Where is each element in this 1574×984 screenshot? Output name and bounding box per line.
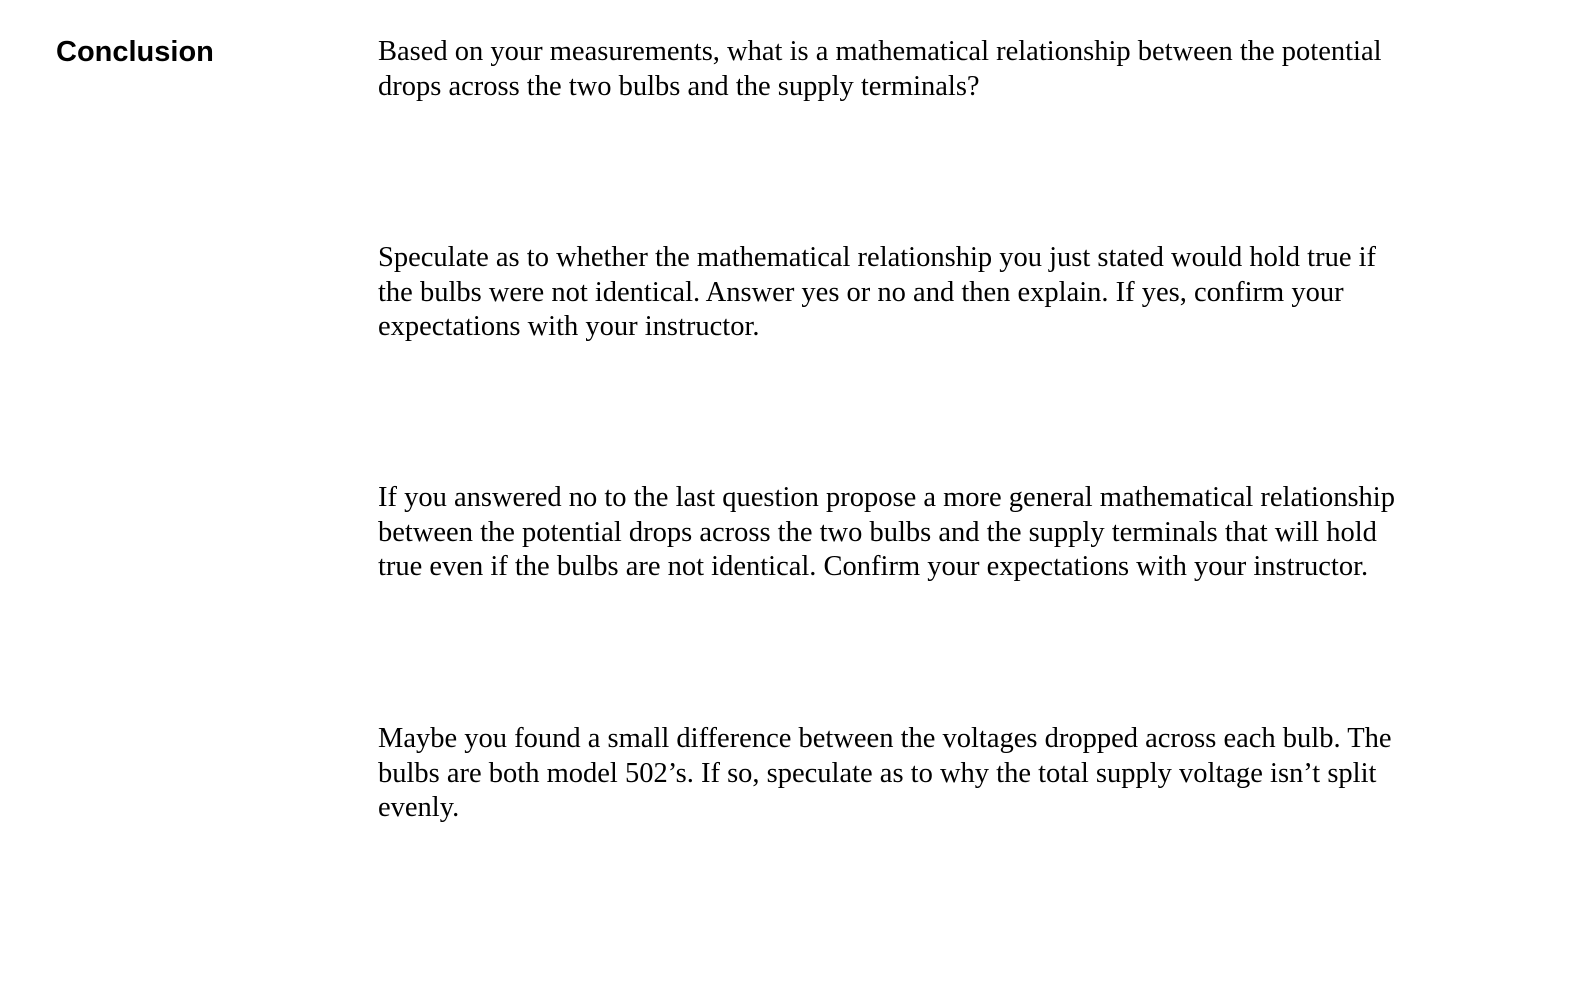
question-4-text: Maybe you found a small difference between the voltages dropped across each bulb. The bulbs are both model 502’s. If so, speculate as to why the total supply voltage isn’t split evenly.: [378, 723, 1392, 823]
question-1-text: Based on your measurements, what is a mathematical relationship between the potential drops across the two bulbs and the supply terminals?: [378, 36, 1382, 102]
question-3-text: If you answered no to the last question propose a more general mathematical relationship between the potential drops across the two bulbs and the supply terminals that will hold true even if the bulbs are not identical. Confirm your expectations with your instructor.: [378, 482, 1395, 582]
question-2-text: Speculate as to whether the mathematical relationship you just stated would hold true if the bulbs were not identical. Answer yes or no and then explain. If yes, confirm your expectations with your instructor.: [378, 242, 1377, 342]
section-heading-conclusion: Conclusion: [56, 36, 214, 68]
